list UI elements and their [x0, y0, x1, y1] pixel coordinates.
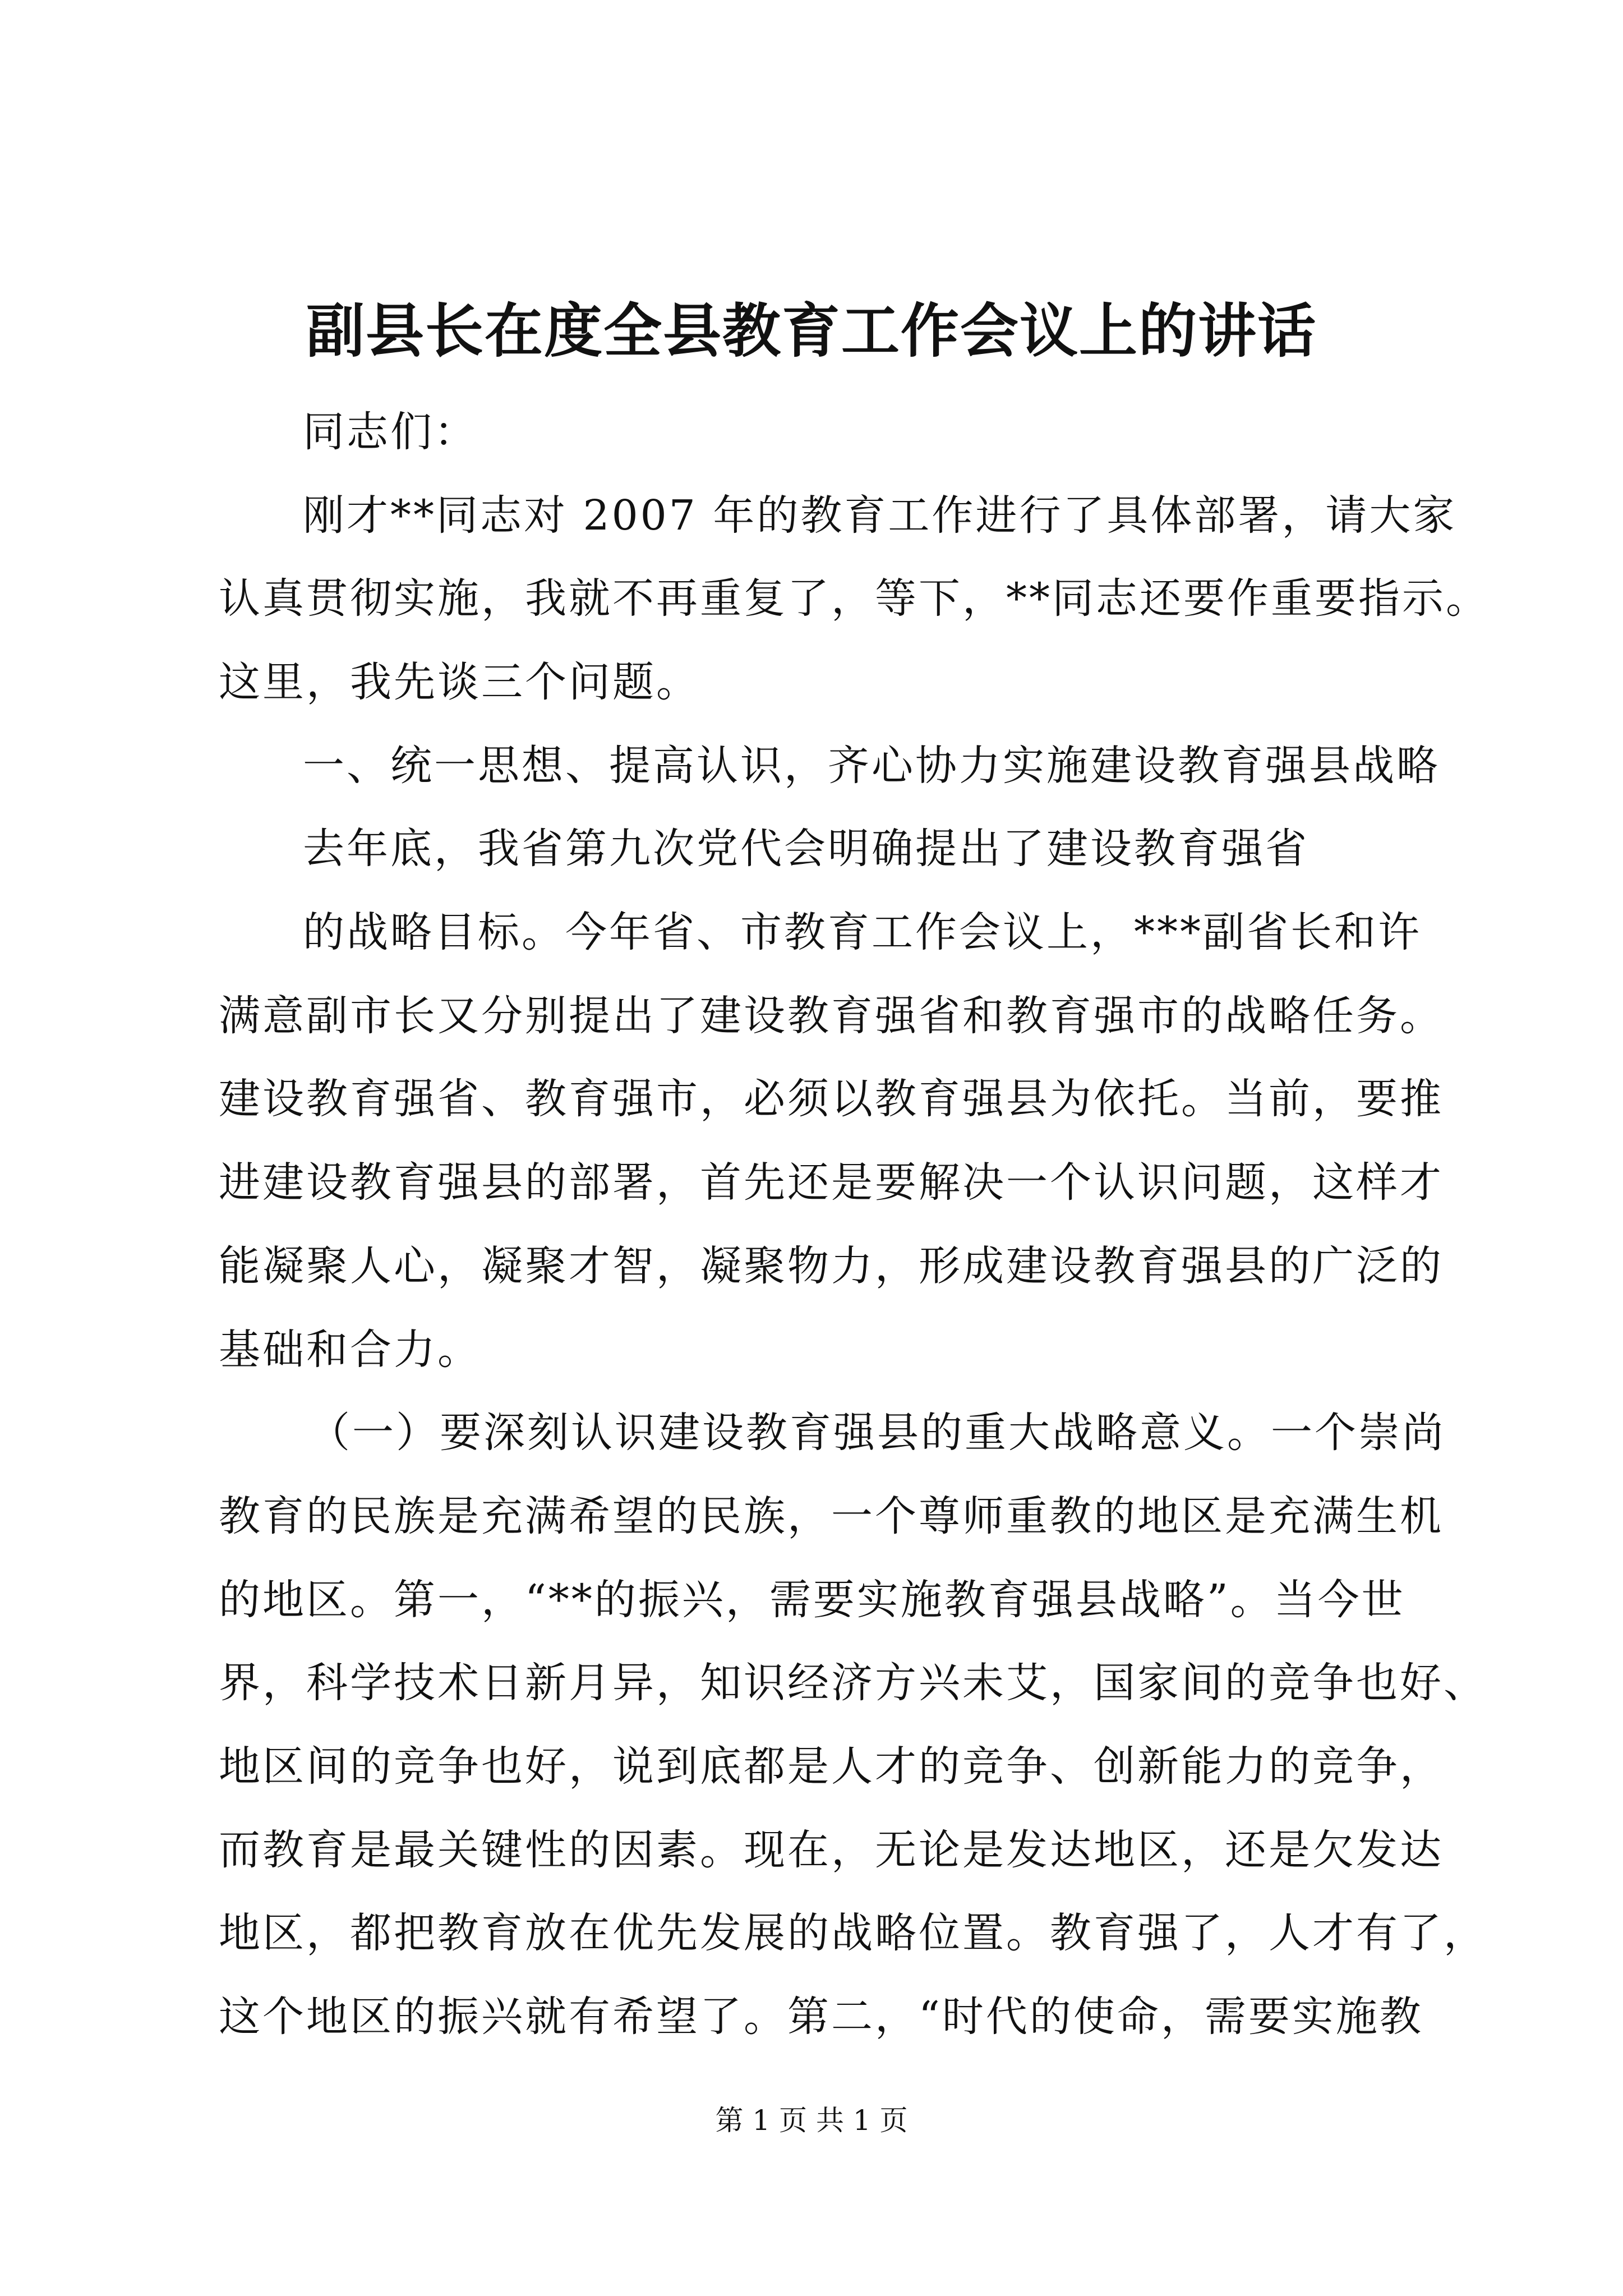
paragraph-line: 进建设教育强县的部署，首先还是要解决一个认识问题，这样才: [219, 1158, 1444, 1207]
paragraph-line: 这个地区的振兴就有希望了。第二，“时代的使命，需要实施教: [219, 1993, 1423, 2041]
paragraph-line: 教育的民族是充满希望的民族，一个尊师重教的地区是充满生机: [219, 1492, 1444, 1540]
paragraph-line: 去年底，我省第九次党代会明确提出了建设教育强省: [303, 825, 1309, 873]
paragraph-line: 的战略目标。今年省、市教育工作会议上，***副省长和许: [303, 908, 1422, 956]
paragraph-line: 基础和合力。: [219, 1326, 481, 1374]
paragraph-line: 刚才**同志对 2007 年的教育工作进行了具体部署，请大家: [303, 491, 1457, 540]
salutation-line: 同志们：: [303, 408, 478, 456]
paragraph-line: 界，科学技术日新月异，知识经济方兴未艾，国家间的竞争也好、: [219, 1659, 1487, 1707]
section-heading: 一、统一思想、提高认识，齐心协力实施建设教育强县战略: [303, 742, 1440, 790]
page-footer: 第 1 页 共 1 页: [715, 2104, 908, 2137]
paragraph-line: 建设教育强省、教育强市，必须以教育强县为依托。当前，要推: [219, 1075, 1444, 1123]
document-title: 副县长在度全县教育工作会议上的讲话: [306, 296, 1317, 365]
paragraph-line: 能凝聚人心，凝聚才智，凝聚物力，形成建设教育强县的广泛的: [219, 1242, 1444, 1290]
paragraph-line: 的地区。第一，“**的振兴，需要实施教育强县战略”。当今世: [219, 1576, 1405, 1624]
paragraph-line: 认真贯彻实施，我就不再重复了，等下，**同志还要作重要指示。: [219, 574, 1490, 623]
paragraph-line: 地区间的竞争也好，说到底都是人才的竞争、创新能力的竞争，: [219, 1742, 1444, 1791]
document-body: [219, 0, 1490, 2296]
paragraph-line: 这里，我先谈三个问题。: [219, 658, 700, 706]
paragraph-line: 而教育是最关键性的因素。现在，无论是发达地区，还是欠发达: [219, 1826, 1444, 1874]
paragraph-line: 地区，都把教育放在优先发展的战略位置。教育强了，人才有了，: [219, 1909, 1487, 1957]
subsection-heading-line: （一）要深刻认识建设教育强县的重大战略意义。一个崇尚: [308, 1409, 1446, 1457]
paragraph-line: 满意副市长又分别提出了建设教育强省和教育强市的战略任务。: [219, 992, 1444, 1040]
